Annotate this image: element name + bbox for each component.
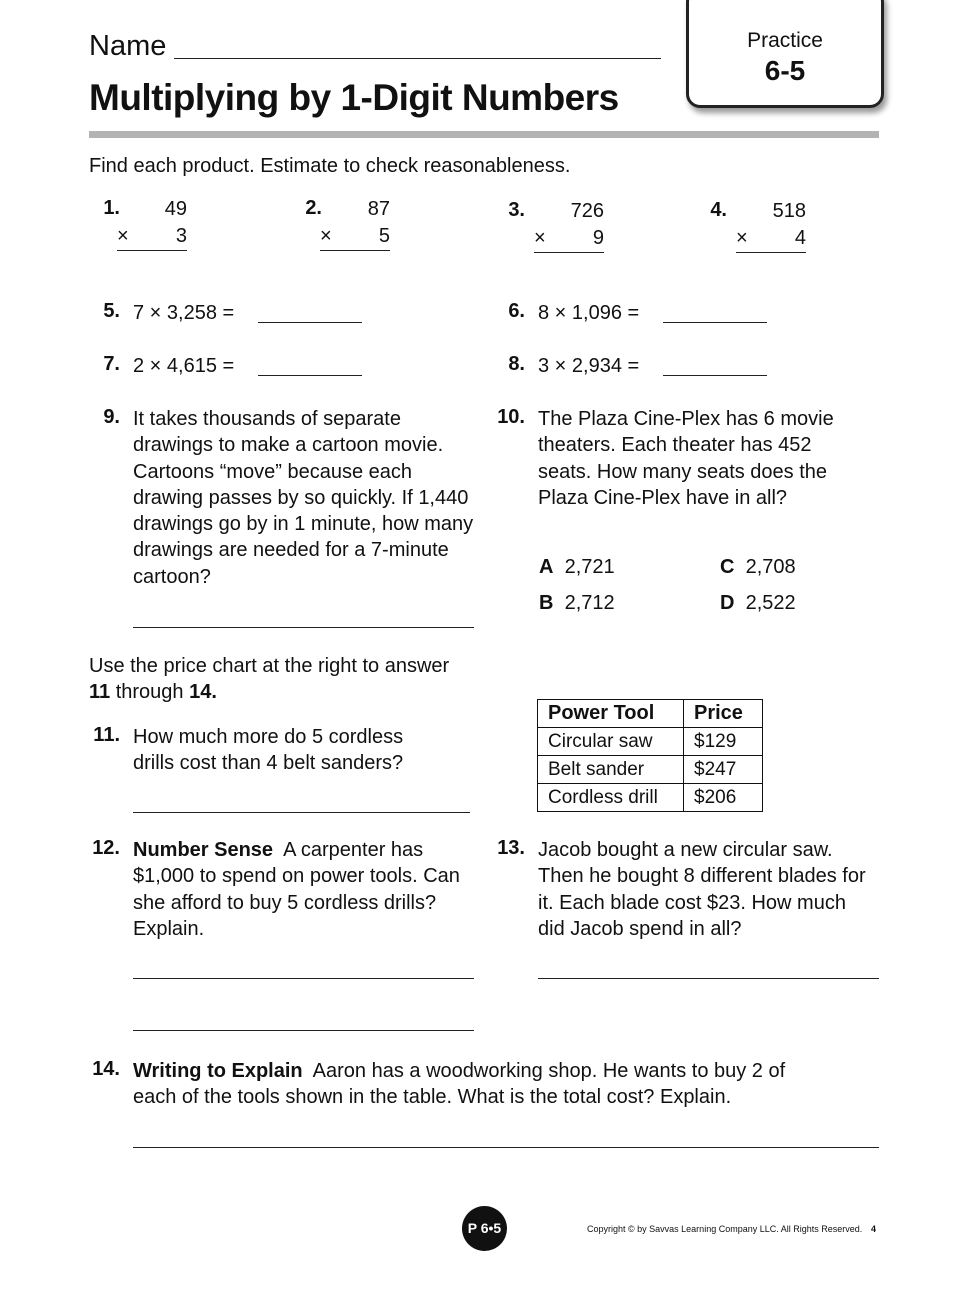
answer-line[interactable] (663, 375, 767, 376)
answer-line[interactable] (133, 1030, 474, 1031)
problem-expression: 2 × 4,615 = (133, 355, 235, 377)
copyright: Copyright © by Savvas Learning Company LLC. All Rights Reserved. (587, 1224, 863, 1234)
page-number: 4 (871, 1224, 877, 1234)
practice-badge (686, 0, 884, 108)
problem-expression: 7 × 3,258 = (133, 302, 235, 324)
choice-d[interactable] (720, 590, 796, 616)
choice-value: 2,712 (564, 592, 615, 614)
answer-line[interactable] (133, 627, 474, 628)
problem-number: 8. (508, 353, 525, 375)
problem-number: 10. (497, 406, 525, 428)
multiplicand: 49 (164, 198, 187, 220)
table-row (538, 728, 763, 756)
multiplier: 4 (794, 227, 806, 249)
problem-text: It takes thousands of separate drawings to make a cartoon movie. Cartoons “move” because each drawing passes by so quickly. If 1,440 drawings go by in 1 minute, how many drawings are needed for a 7-minute cartoon? (133, 408, 474, 588)
tool-price: $129 (684, 728, 763, 756)
problem-number: 4. (710, 199, 727, 221)
problem-expression: 8 × 1,096 = (538, 302, 640, 324)
multiplier: 5 (378, 225, 390, 247)
instructions: Find each product. Estimate to check reasonableness. (89, 155, 571, 177)
page-title: Multiplying by 1-Digit Numbers (89, 77, 619, 118)
problem-number: 14. (92, 1058, 120, 1080)
instruction-bold: 14. (189, 681, 217, 704)
problem-number: 12. (92, 837, 120, 859)
choice-a[interactable] (539, 554, 615, 580)
problem-bold-label: Writing to Explain (133, 1060, 303, 1082)
problem-number: 1. (103, 197, 120, 219)
table-row (538, 784, 763, 812)
multiplier: 3 (175, 225, 187, 247)
problem-number: 7. (103, 353, 120, 375)
choice-letter: A (539, 556, 554, 578)
tool-name: Belt sander (538, 756, 684, 784)
vertical-multiplication (320, 196, 390, 251)
multiplier-row (320, 223, 390, 251)
multiplier-row (736, 225, 806, 253)
problem-text (133, 1058, 833, 1111)
chart-instructions (89, 653, 489, 706)
multiplicand: 87 (367, 198, 390, 220)
problem-bold-label: Number Sense (133, 839, 274, 861)
times-icon: × (736, 227, 748, 249)
answer-line[interactable] (133, 978, 474, 979)
column-header: Power Tool (538, 700, 684, 728)
instruction-text: Use the price chart at the right to answer (89, 655, 450, 677)
vertical-multiplication (736, 198, 806, 253)
problem-text (133, 837, 463, 942)
problem-expression: 3 × 2,934 = (538, 355, 640, 377)
table-header-row (538, 700, 763, 728)
times-icon: × (534, 227, 546, 249)
choice-value: 2,721 (564, 556, 615, 578)
problem-number: 13. (497, 837, 525, 859)
choice-letter: C (720, 556, 735, 578)
choice-value: 2,522 (745, 592, 796, 614)
practice-number: 6-5 (764, 55, 806, 86)
times-icon: × (320, 225, 332, 247)
problem-number: 6. (508, 300, 525, 322)
tool-name: Cordless drill (538, 784, 684, 812)
price-table (537, 699, 763, 812)
table-row (538, 756, 763, 784)
problem-text: The Plaza Cine-Plex has 6 movie theaters. Each theater has 452 seats. How many seats does the Plaza Cine-Plex have in all? (538, 408, 834, 509)
tool-price: $247 (684, 756, 763, 784)
instruction-bold: 11 (89, 681, 111, 704)
vertical-multiplication (534, 198, 604, 253)
multiplicand: 726 (570, 200, 604, 222)
header-divider (89, 131, 879, 138)
choice-b[interactable] (539, 590, 615, 616)
page-badge: P 6•5 (462, 1206, 507, 1251)
multiplier-row (117, 223, 187, 251)
vertical-multiplication (117, 196, 187, 251)
choice-letter: B (539, 592, 554, 614)
answer-line[interactable] (133, 1147, 879, 1148)
tool-price: $206 (684, 784, 763, 812)
choice-c[interactable] (720, 554, 796, 580)
tool-name: Circular saw (538, 728, 684, 756)
choice-letter: D (720, 592, 735, 614)
multiplier: 9 (592, 227, 604, 249)
problem-number: 5. (103, 300, 120, 322)
column-header: Price (684, 700, 763, 728)
answer-line[interactable] (133, 812, 470, 813)
multiplier-row (534, 225, 604, 253)
problem-body: A carpenter has $1,000 to spend on power tools. Can she afford to buy 5 cordless drills? Explain. (133, 839, 460, 940)
name-line[interactable] (174, 58, 661, 59)
problem-number: 2. (305, 197, 322, 219)
answer-line[interactable] (258, 322, 362, 323)
answer-line[interactable] (538, 978, 879, 979)
problem-number: 9. (103, 406, 120, 428)
choice-value: 2,708 (745, 556, 796, 578)
name-label: Name (89, 30, 167, 62)
answer-line[interactable] (258, 375, 362, 376)
instruction-text: through (110, 681, 190, 704)
problem-body: Aaron has a woodworking shop. He wants to buy 2 of each of the tools shown in the table. What is the total cost? Explain. (133, 1060, 786, 1109)
problem-text: How much more do 5 cordless drills cost than 4 belt sanders? (133, 726, 404, 775)
problem-number: 3. (508, 199, 525, 221)
answer-line[interactable] (663, 322, 767, 323)
practice-label: Practice (747, 29, 823, 52)
problem-text: Jacob bought a new circular saw. Then he bought 8 different blades for it. Each blade cost $23. How much did Jacob spend in all? (538, 839, 866, 940)
multiplicand: 518 (772, 200, 806, 222)
problem-number: 11. (93, 724, 120, 746)
times-icon: × (117, 225, 129, 247)
